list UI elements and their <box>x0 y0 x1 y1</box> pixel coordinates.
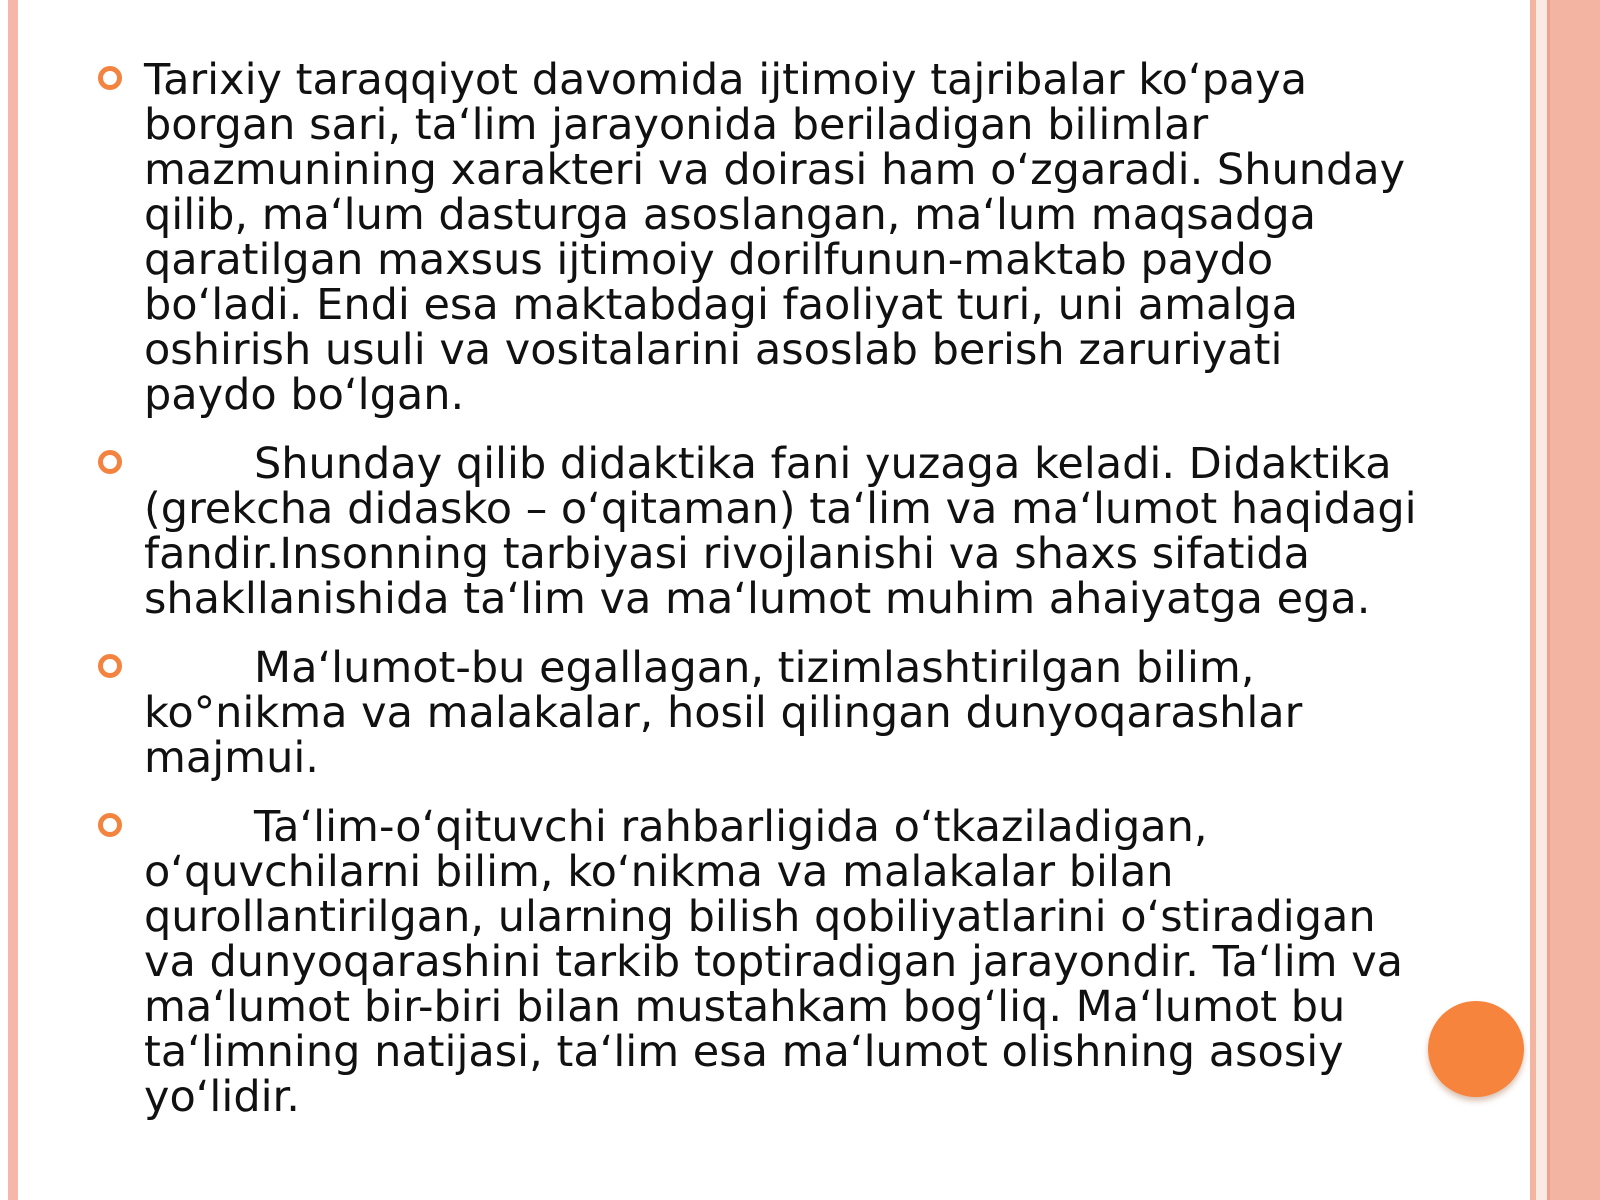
bullet-item-4 <box>98 802 1428 1122</box>
left-decorative-stripe <box>8 0 18 1200</box>
ring-bullet-icon <box>98 813 122 837</box>
bullet-item-1 <box>98 55 1428 420</box>
bullet-text-3-content: Ma‘lumot-bu egallagan, tizimlashtirilgan bilim, ko°nikma va malakalar, hosil qilingan dunyoqarashlar majmui. <box>144 643 1303 783</box>
orange-circle-icon <box>1428 1001 1524 1097</box>
bullet-text-4 <box>144 802 1428 1122</box>
bullet-text-2-content: Shunday qilib didaktika fani yuzaga keladi. Didaktika (grekcha didasko – o‘qitaman) ta‘lim va ma‘lumot haqidagi fandir.Insonning tarbiyasi rivojlanishi va shaxs sifatida shakllanishida ta‘lim va ma‘lumot muhim ahaiyatga ega. <box>144 439 1417 624</box>
bullet-item-2 <box>98 439 1428 624</box>
bullet-text-1: Tarixiy taraqqiyot davomida ijtimoiy tajribalar ko‘paya borgan sari, ta‘lim jarayonida beriladigan bilimlar mazmunining xarakteri va doirasi ham o‘zgaradi. Shunday qilib, ma‘lum dasturga asoslangan, ma‘lum maqsadga qaratilgan maxsus ijtimoiy dorilfunun-maktab paydo bo‘ladi. Endi esa maktabdagi faoliyat turi, uni amalga oshirish usuli va vositalarini asoslab berish zaruriyati paydo bo‘lgan. <box>144 55 1406 420</box>
ring-bullet-icon <box>98 450 122 474</box>
bullet-text-4-content: Ta‘lim-o‘qituvchi rahbarligida o‘tkaziladigan, o‘quvchilarni bilim, ko‘nikma va malakalar bilan qurollantirilgan, ularning bilish qobiliyatlarini o‘stiradigan va dunyoqarashini tarkib toptiradigan jarayondir. Ta‘lim va ma‘lumot bir-biri bilan mustahkam bog‘liq. Ma‘lumot bu ta‘limning natijasi, ta‘lim esa ma‘lumot olishning asosiy yo‘lidir. <box>144 802 1404 1122</box>
ring-bullet-icon <box>98 66 122 90</box>
bullet-text-2 <box>144 439 1428 624</box>
ring-bullet-icon <box>98 654 122 678</box>
bullet-item-3 <box>98 643 1428 783</box>
slide-content <box>98 55 1428 1144</box>
right-band-line <box>1547 0 1550 1200</box>
bullet-text-3 <box>144 643 1428 783</box>
